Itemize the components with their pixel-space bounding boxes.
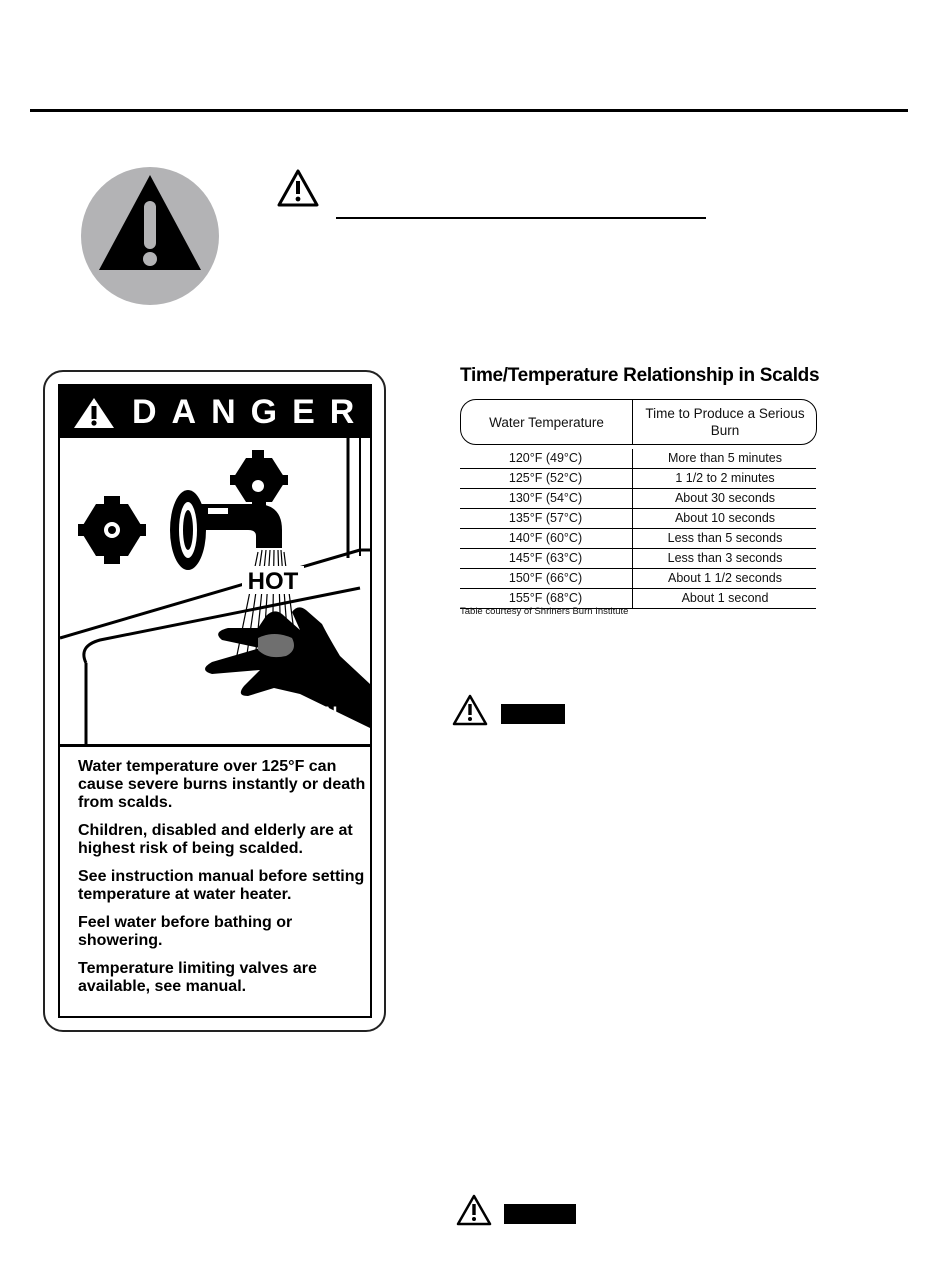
warning-circle-icon bbox=[80, 166, 220, 306]
temp-cell: 140°F (60°C) bbox=[508, 531, 583, 545]
danger-signal-word: DANGER bbox=[132, 393, 370, 431]
time-cell: Less than 5 seconds bbox=[632, 529, 817, 548]
danger-banner bbox=[60, 386, 370, 438]
burn-text: BURN bbox=[282, 704, 338, 725]
temp-cell: 145°F (63°C) bbox=[508, 551, 583, 565]
danger-messages bbox=[78, 758, 368, 1006]
danger-message: Children, disabled and elderly are at highest risk of being scalded. bbox=[78, 822, 353, 857]
temp-cell: 155°F (68°C) bbox=[508, 591, 583, 605]
faucet-illustration bbox=[60, 438, 370, 747]
time-cell: More than 5 minutes bbox=[632, 449, 817, 468]
temp-cell: 120°F (49°C) bbox=[508, 451, 583, 465]
time-cell: About 1 second bbox=[632, 589, 817, 608]
danger-message: See instruction manual before setting temperature at water heater. bbox=[78, 868, 365, 903]
danger-message: Feel water before bathing or showering. bbox=[78, 914, 293, 949]
warning-triangle-icon bbox=[276, 168, 320, 208]
table-row bbox=[460, 549, 816, 569]
time-cell: 1 1/2 to 2 minutes bbox=[632, 469, 817, 488]
table-row bbox=[460, 509, 816, 529]
danger-message: Water temperature over 125°F can cause severe burns instantly or death from scalds. bbox=[78, 758, 366, 811]
hot-text: HOT bbox=[247, 568, 299, 595]
table-title: Time/Temperature Relationship in Scalds bbox=[460, 365, 820, 386]
redacted-signal-word-box bbox=[504, 1204, 576, 1224]
header-water-temperature: Water Temperature bbox=[461, 400, 633, 444]
temp-cell: 135°F (57°C) bbox=[508, 511, 583, 525]
time-cell: About 1 1/2 seconds bbox=[632, 569, 817, 588]
warning-triangle-icon bbox=[456, 1194, 492, 1226]
table-row bbox=[460, 529, 816, 549]
table-header bbox=[460, 399, 817, 445]
header-time-to-burn: Time to Produce a Serious Burn bbox=[645, 406, 805, 438]
table-body bbox=[460, 449, 816, 609]
temp-cell: 130°F (54°C) bbox=[508, 491, 583, 505]
temp-cell: 150°F (66°C) bbox=[508, 571, 583, 585]
time-cell: Less than 3 seconds bbox=[632, 549, 817, 568]
table-row bbox=[460, 569, 816, 589]
danger-triangle-icon bbox=[72, 396, 116, 430]
heading-underline bbox=[336, 217, 706, 219]
time-cell: About 30 seconds bbox=[632, 489, 817, 508]
table-row bbox=[460, 469, 816, 489]
danger-label-frame bbox=[58, 384, 372, 1018]
warning-triangle-icon bbox=[452, 694, 488, 726]
top-rule bbox=[30, 109, 908, 112]
redacted-signal-word-box bbox=[501, 704, 565, 724]
temp-cell: 125°F (52°C) bbox=[508, 471, 583, 485]
table-source-note: Table courtesy of Shriners Burn Institute bbox=[460, 606, 629, 617]
danger-label bbox=[43, 370, 386, 1032]
time-cell: About 10 seconds bbox=[632, 509, 817, 528]
table-row bbox=[460, 489, 816, 509]
table-row bbox=[460, 449, 816, 469]
danger-message: Temperature limiting valves are available, see manual. bbox=[78, 960, 317, 995]
